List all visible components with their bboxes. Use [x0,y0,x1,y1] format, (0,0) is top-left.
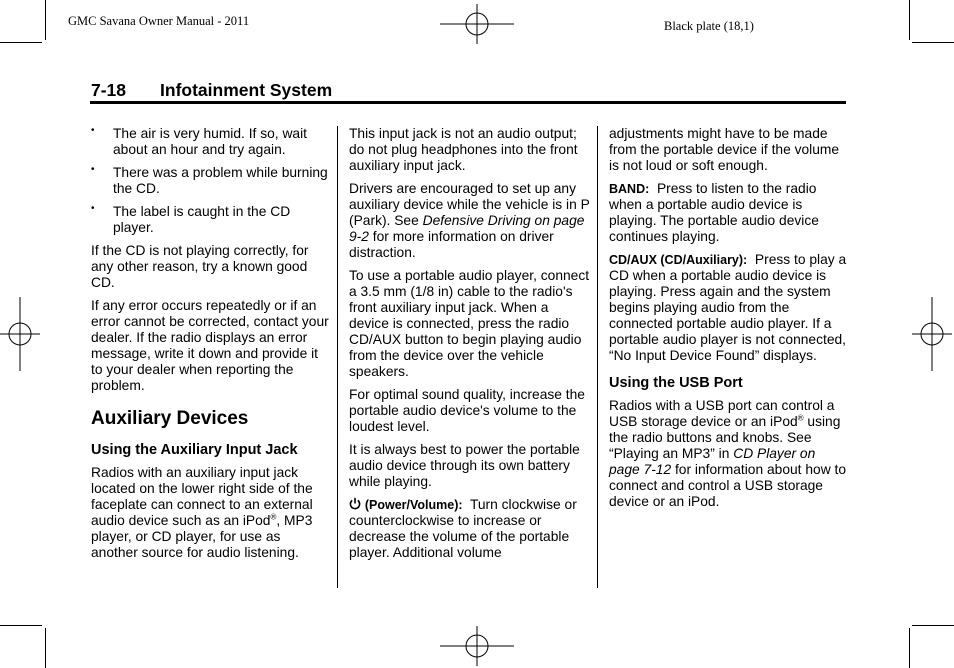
paragraph: This input jack is not an audio output; do not plug headphones into the front auxiliary input jack. [349,126,578,173]
bullet-icon: • [91,203,95,214]
paragraph: Drivers are encouraged to set up any auxiliary device while the vehicle is in P (Park). See Defensive Driving on page 9-2 for more information on driver distraction. [349,181,590,260]
paragraph: If any error occurs repeatedly or if an error cannot be corrected, contact your dealer. If the radio displays an error message, write it down and provide it to your dealer when reporting the problem. [91,298,329,393]
list-item: • The label is caught in the CD player. [91,203,291,235]
manual-title: GMC Savana Owner Manual - 2011 [68,14,250,28]
section-title: Infotainment System [160,80,333,100]
section-header [91,80,332,101]
paragraph: Radios with a USB port can control a USB storage device or an iPod® using the radio buttons and knobs. See “Playing an MP3” in CD Player on page 7-12 for information about how to connect and control a USB storage device or an iPod. [609,398,847,509]
registration-mark-left [0,297,40,371]
crop-mark [909,0,910,40]
list-item: • There was a problem while burning the CD. [91,164,328,196]
crop-mark [45,628,46,668]
paragraph: To use a portable audio player, connect a 3.5 mm (1/8 in) cable to the radio's front auxiliary input jack. When a device is connected, press the radio CD/AUX button to begin playing audio from the device over the vehicle speakers. [349,268,590,379]
registration-mark-top [440,4,514,44]
crop-mark [909,628,910,668]
paragraph: adjustments might have to be made from the portable device if the volume is not loud or soft enough. [609,126,840,173]
cross-reference: Defensive Driving on page 9-2 [349,213,585,244]
column-divider [597,126,598,588]
column-3 [609,126,849,517]
paragraph: It is always best to power the portable audio device through its own battery while playing. [349,442,580,489]
page-number: 7-18 [91,80,127,100]
crop-mark [0,625,42,626]
paragraph: Radios with an auxiliary input jack located on the lower right side of the faceplate can connect to an external audio device such as an iPod®, MP3 player, or CD player, for use as another source for audio listening. [91,465,313,560]
subheading-usb-port: Using the USB Port [609,375,743,391]
paragraph: CD/AUX (CD/Auxiliary): Press to play a CD when a portable audio device is playing. Press again and the system begins playing audio from the connected portable audio player. If a portable audio player is not connected, “No Input Device Found” displays. [609,252,847,363]
crop-mark [912,625,954,626]
paragraph: If the CD is not playing correctly, for any other reason, try a known good CD. [91,243,309,290]
plate-label: Black plate (18,1) [664,19,754,33]
paragraph: (Power/Volume): Turn clockwise or counterclockwise to increase or decrease the volume of the portable player. Additional volume [349,497,577,560]
registration-mark-bottom [440,626,514,666]
list-item: • The air is very humid. If so, wait about an hour and try again. [91,125,307,157]
crop-mark [45,0,46,40]
bullet-icon: • [91,164,95,175]
crop-mark [0,42,42,43]
subheading-aux-input-jack: Using the Auxiliary Input Jack [91,442,298,458]
column-1 [91,126,331,568]
crop-mark [912,42,954,43]
power-icon [349,497,361,510]
heading-auxiliary-devices: Auxiliary Devices [91,408,249,429]
bullet-icon: • [91,125,95,136]
cross-reference: CD Player on page 7-12 [609,446,816,477]
paragraph: For optimal sound quality, increase the portable audio device's volume to the loudest level. [349,387,585,434]
paragraph: BAND: Press to listen to the radio when a portable audio device is playing. The portable audio device continues playing. [609,181,819,244]
header-rule [90,101,846,104]
registration-mark-right [912,297,952,371]
column-2 [349,126,591,568]
column-divider [337,126,338,588]
